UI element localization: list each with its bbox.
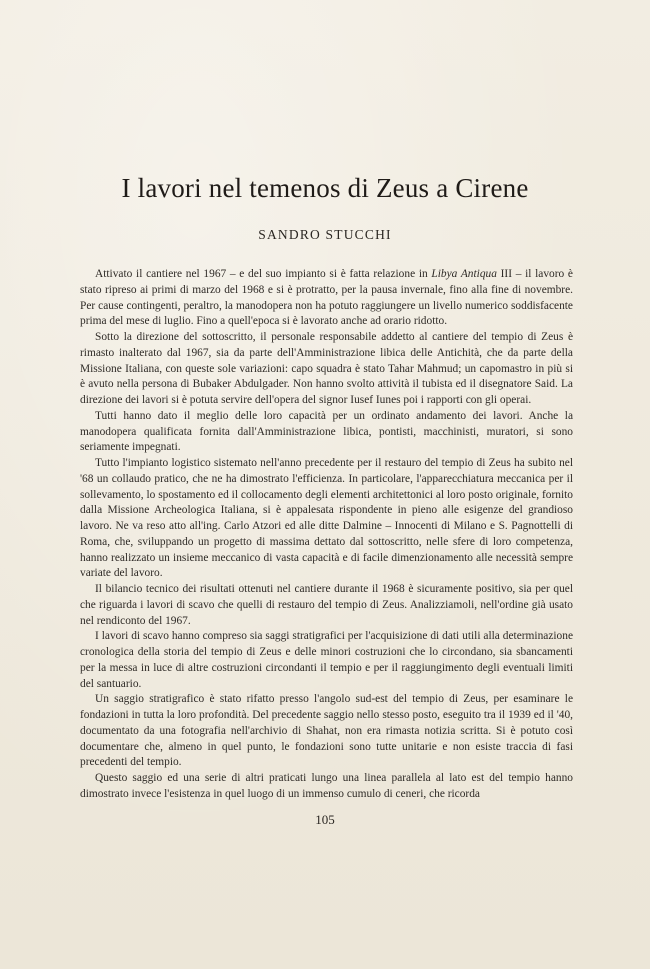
paragraph-7: Un saggio stratigrafico è stato rifatto presso l'angolo sud-est del tempio di Zeus, per esaminare le fondazioni in tutta la loro profondità. Del precedente saggio nello stesso posto, eseguito tra il 1939 ed il '40, documentato da una fotografia nell'archivio di Shahat, non era rimasta notizia scritta. Si è potuto così documentare che, almeno in quel punto, le fondazioni sono tutte unitarie e non esiste traccia di fasi precedenti del tempio. bbox=[80, 693, 573, 769]
paragraph-2: Sotto la direzione del sottoscritto, il personale responsabile addetto al cantiere del tempio di Zeus è rimasto inalterato dal 1967, sia da parte dell'Amministrazione libica delle Antichità, che da parte della Missione Italiana, con queste sole variazioni: capo squadra è stato Tahar Mahmud; un capomastro in più si è avuto nella persona di Bubaker Abdulgader. Non hanno svolto attività il tubista ed il disegnatore Said. La direzione dei lavori si è potuta servire dell'opera del signor Iusef Iunes poi i rapporti con gli operai. bbox=[80, 331, 573, 406]
paragraph-8: Questo saggio ed una serie di altri praticati lungo una linea parallela al lato est del tempio hanno dimostrato invece l'esistenza in quel luogo di un immenso cumulo di ceneri, che ricorda bbox=[80, 772, 573, 800]
journal-title: Libya Antiqua bbox=[431, 268, 497, 280]
paragraph-1-pre: Attivato il cantiere nel 1967 – e del suo impianto si è fatta relazione in bbox=[95, 268, 432, 280]
paragraph-6: I lavori di scavo hanno compreso sia saggi stratigrafici per l'acquisizione di dati utili alla determinazione cronologica della storia del tempio di Zeus e delle minori costruzioni che lo circondano, sia sbancamenti per la messa in luce di altre costruzioni circondanti il tempio e per il raggiungimento degli eventuali limiti del santuario. bbox=[80, 630, 573, 690]
author-name: SANDRO STUCCHI bbox=[258, 227, 392, 242]
article-body bbox=[80, 267, 573, 803]
page-number: 105 bbox=[315, 812, 335, 827]
article-title: I lavori nel temenos di Zeus a Cirene bbox=[121, 173, 529, 203]
paragraph-1 bbox=[80, 267, 573, 330]
paragraph-5: Il bilancio tecnico dei risultati ottenuti nel cantiere durante il 1968 è sicuramente positivo, sia per quel che riguarda i lavori di scavo che quelli di restauro del tempio di Zeus. Analizziamoli, nell'ordine già usato nel rendiconto del 1967. bbox=[80, 583, 573, 627]
paragraph-4: Tutto l'impianto logistico sistemato nell'anno precedente per il restauro del tempio di Zeus ha subito nel '68 un collaudo pratico, che ne ha dimostrato l'efficienza. In particolare, l'apparecchiatura meccanica per il sollevamento, lo spostamento ed il collocamento degli elementi architettonici al loro posto originale, fornito dalla Missione Archeologica Italiana, si è appalesata rispondente in pieno alle esigenze del grandioso lavoro. Ne va reso atto all'ing. Carlo Atzori ed alle ditte Dalmine – Innocenti di Milano e S. Pagnottelli di Roma, che, sviluppando un progetto di massima dettato dal sottoscritto, nelle sfere di loro competenza, hanno realizzato un insieme meccanico di vasta capacità e di facile dimenzionamento alle necessità sempre variate del lavoro. bbox=[80, 457, 573, 580]
paragraph-3: Tutti hanno dato il meglio delle loro capacità per un ordinato andamento dei lavori. Anche la manodopera qualificata fornita dall'Amministrazione libica, pontisti, macchinisti, muratori, si sono seriamente impegnati. bbox=[80, 409, 573, 454]
paragraph-1-post: III – il lavoro è stato ripreso ai primi di marzo del 1968 e si è protratto, per la pausa invernale, fino alla fine di novembre. Per cause contingenti, peraltro, la manodopera non ha potuto raggiungere un livello numerico soddisfacente prima del mese di luglio. Fino a quell'epoca si è lavorato anche ad orario ridotto. bbox=[80, 268, 573, 328]
